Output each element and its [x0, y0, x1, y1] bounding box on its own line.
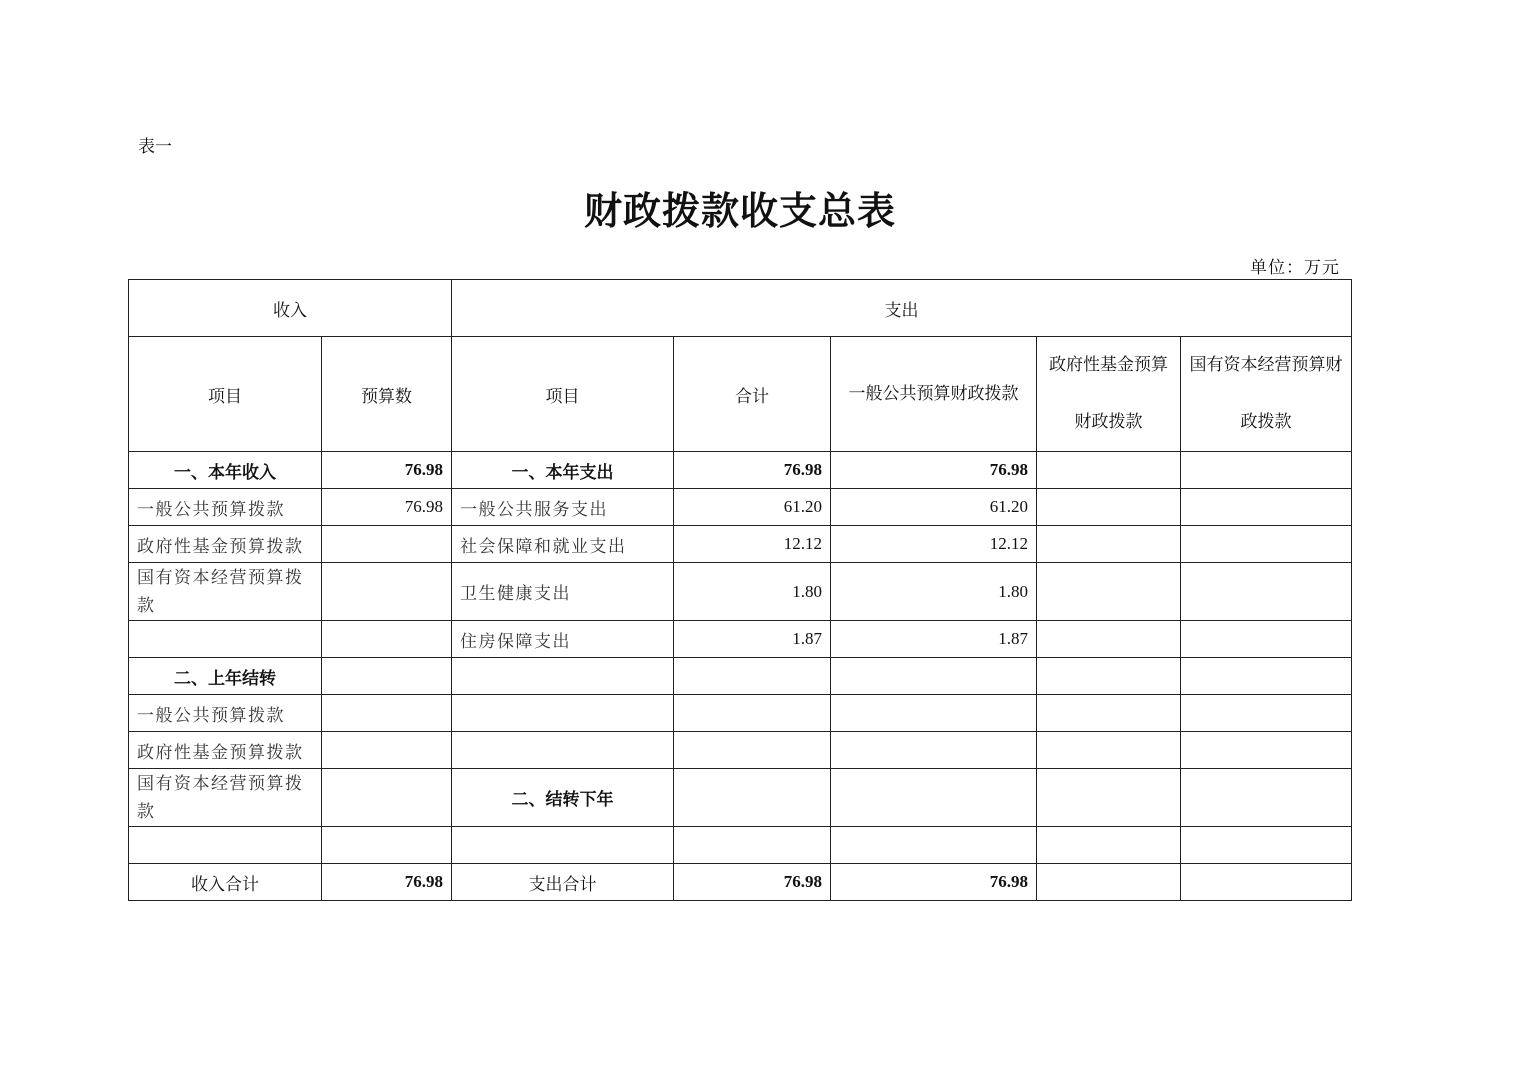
table-row [129, 732, 1352, 769]
row-expense-item: 一、本年支出 [452, 452, 674, 489]
total-row [129, 864, 1352, 901]
row-expense-fund [1037, 695, 1181, 732]
row-expense-total [674, 827, 831, 864]
row-expense-general: 61.20 [831, 489, 1037, 526]
row-expense-item [452, 732, 674, 769]
row-income-budget: 76.98 [322, 452, 452, 489]
row-expense-capital [1181, 621, 1352, 658]
header-row-group [129, 280, 1352, 337]
row-expense-fund [1037, 526, 1181, 563]
table-row [129, 621, 1352, 658]
row-expense-total: 1.80 [674, 563, 831, 621]
row-expense-total [674, 658, 831, 695]
row-income-item: 政府性基金预算拨款 [129, 732, 322, 769]
row-income-budget [322, 732, 452, 769]
header-income: 收入 [129, 280, 452, 337]
row-income-budget [322, 658, 452, 695]
row-expense-total [674, 769, 831, 827]
row-expense-total [674, 695, 831, 732]
row-expense-capital [1181, 526, 1352, 563]
row-expense-item [452, 827, 674, 864]
expense-total-general: 76.98 [831, 864, 1037, 901]
row-expense-general [831, 732, 1037, 769]
header-expense: 支出 [452, 280, 1352, 337]
row-expense-capital [1181, 563, 1352, 621]
row-income-budget [322, 827, 452, 864]
header-expense-item: 项目 [452, 337, 674, 452]
row-expense-item [452, 658, 674, 695]
row-income-item: 一般公共预算拨款 [129, 695, 322, 732]
row-income-item [129, 621, 322, 658]
row-income-item: 国有资本经营预算拨款 [129, 563, 322, 621]
row-expense-fund [1037, 732, 1181, 769]
row-expense-capital [1181, 732, 1352, 769]
row-expense-capital [1181, 695, 1352, 732]
row-income-item: 政府性基金预算拨款 [129, 526, 322, 563]
header-expense-state-capital: 国有资本经营预算财政拨款 [1181, 337, 1352, 452]
header-income-item: 项目 [129, 337, 322, 452]
row-expense-general [831, 769, 1037, 827]
row-income-budget [322, 526, 452, 563]
row-income-item: 二、上年结转 [129, 658, 322, 695]
income-total-value: 76.98 [322, 864, 452, 901]
row-expense-fund [1037, 658, 1181, 695]
row-expense-total: 76.98 [674, 452, 831, 489]
header-row-columns [129, 337, 1352, 452]
header-expense-gov-fund: 政府性基金预算财政拨款 [1037, 337, 1181, 452]
row-expense-general [831, 695, 1037, 732]
row-expense-item: 一般公共服务支出 [452, 489, 674, 526]
row-income-budget [322, 769, 452, 827]
expense-total-label: 支出合计 [452, 864, 674, 901]
unit-label: 单位：万元 [1250, 258, 1340, 278]
page-title: 财政拨款收支总表 [583, 188, 896, 233]
row-expense-general: 12.12 [831, 526, 1037, 563]
row-expense-fund [1037, 489, 1181, 526]
row-income-budget [322, 563, 452, 621]
row-expense-total: 1.87 [674, 621, 831, 658]
header-expense-total: 合计 [674, 337, 831, 452]
row-expense-fund [1037, 621, 1181, 658]
row-expense-fund [1037, 452, 1181, 489]
table-row [129, 658, 1352, 695]
row-expense-item [452, 695, 674, 732]
row-income-item: 一般公共预算拨款 [129, 489, 322, 526]
row-income-item: 一、本年收入 [129, 452, 322, 489]
row-expense-total [674, 732, 831, 769]
row-expense-capital [1181, 769, 1352, 827]
table-row [129, 769, 1352, 827]
header-income-budget: 预算数 [322, 337, 452, 452]
row-income-budget: 76.98 [322, 489, 452, 526]
row-expense-general: 1.80 [831, 563, 1037, 621]
expense-total-value: 76.98 [674, 864, 831, 901]
row-expense-general: 1.87 [831, 621, 1037, 658]
row-expense-fund [1037, 827, 1181, 864]
row-expense-capital [1181, 658, 1352, 695]
table-row [129, 489, 1352, 526]
row-expense-general: 76.98 [831, 452, 1037, 489]
row-expense-capital [1181, 489, 1352, 526]
table-row [129, 452, 1352, 489]
row-expense-capital [1181, 827, 1352, 864]
row-expense-fund [1037, 769, 1181, 827]
table-row [129, 563, 1352, 621]
row-expense-item: 住房保障支出 [452, 621, 674, 658]
row-income-item: 国有资本经营预算拨款 [129, 769, 322, 827]
table-row [129, 526, 1352, 563]
row-income-item [129, 827, 322, 864]
table-row [129, 827, 1352, 864]
expense-total-capital [1181, 864, 1352, 901]
row-expense-total: 61.20 [674, 489, 831, 526]
row-income-budget [322, 621, 452, 658]
row-expense-item: 二、结转下年 [452, 769, 674, 827]
income-total-label: 收入合计 [129, 864, 322, 901]
row-expense-general [831, 827, 1037, 864]
table-label: 表一 [138, 137, 172, 157]
row-income-budget [322, 695, 452, 732]
row-expense-item: 社会保障和就业支出 [452, 526, 674, 563]
table-row [129, 695, 1352, 732]
row-expense-general [831, 658, 1037, 695]
row-expense-fund [1037, 563, 1181, 621]
header-expense-general: 一般公共预算财政拨款 [831, 337, 1037, 452]
budget-table [128, 279, 1352, 901]
row-expense-total: 12.12 [674, 526, 831, 563]
expense-total-fund [1037, 864, 1181, 901]
row-expense-item: 卫生健康支出 [452, 563, 674, 621]
row-expense-capital [1181, 452, 1352, 489]
